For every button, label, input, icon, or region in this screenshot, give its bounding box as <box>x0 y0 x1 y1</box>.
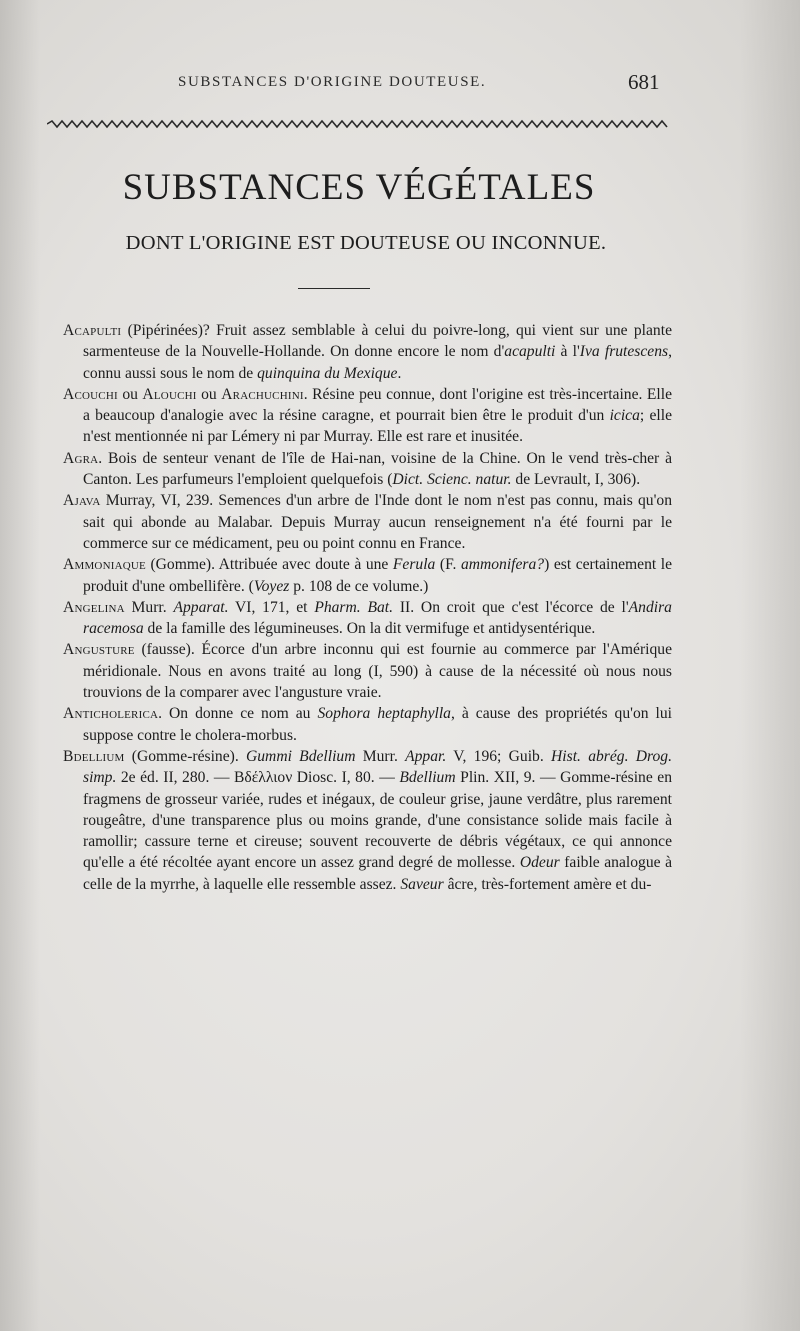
entry-term: Acapulti <box>63 322 122 339</box>
entry-text: Plin. XII, 9. — Gomme-résine en fragmens de grosseur variée, rudes et inégaux, de couleur grise, jaune verdâtre, plus rarement rougeâtre, d'une transparence plus ou moins grande, d'une consistance solide mais facile à ramollir; cassure terne et cireuse; souvent recouverte de débris végétaux, ce qui annonce qu'elle a été récoltée ayant encore un assez grand degré de mollesse. <box>83 769 672 872</box>
entry-text: ) est certainement le produit d'une ombellifère. ( <box>83 556 673 595</box>
entry-text: ; elle n'est mentionnée ni par Lémery ni par Murray. Elle est rare et inusitée. <box>83 407 672 446</box>
entry-text: . Résine peu connue, dont l'origine est très-incertaine. Elle a beaucoup d'analogie avec la résine caragne, et pourrait bien être le produit d'un <box>83 385 673 425</box>
italic-text: Sophora heptaphylla <box>317 705 451 723</box>
entry-term: Bdellium <box>63 747 125 765</box>
entry-text: faible analogue à celle de la myrrhe, à laquelle elle ressemble assez. <box>83 854 672 893</box>
entry-text: à l' <box>555 343 580 361</box>
dictionary-entry <box>63 384 672 448</box>
entry-text: V, 196; Guib. <box>446 747 552 765</box>
italic-text: Ferula <box>392 556 436 574</box>
entry-text: ou <box>117 385 143 403</box>
entry-text: . On donne ce nom au <box>158 705 318 723</box>
entry-term: Alouchi <box>142 385 197 403</box>
entry-text: (F. <box>435 556 461 574</box>
italic-text: quinquina du Mexique <box>257 364 398 382</box>
entry-term: Ammoniaque <box>63 556 146 574</box>
italic-text: Iva frutescens <box>579 343 669 361</box>
dictionary-entry <box>63 746 672 895</box>
italic-text: Gummi Bdellium <box>246 747 356 765</box>
entry-term: Angelina <box>63 598 125 616</box>
running-head: SUBSTANCES D'ORIGINE DOUTEUSE. <box>178 74 487 90</box>
dictionary-entry <box>63 639 672 703</box>
section-subtitle: DONT L'ORIGINE EST DOUTEUSE OU INCONNUE. <box>125 232 607 254</box>
entry-text: Murr. <box>355 747 406 765</box>
dictionary-entry <box>63 554 672 597</box>
entry-text: (Gomme-résine). <box>124 747 246 765</box>
entry-text: ou <box>196 385 222 403</box>
italic-text: acapulti <box>504 343 556 361</box>
section-title: SUBSTANCES VÉGÉTALES <box>122 167 596 208</box>
entry-text: (fausse). Écorce d'un arbre inconnu qui est fournie au commerce par l'Amérique méridionale. Nous en avons traité au long (I, 590) à cause de la nécessité où nous nous trouvions de la comparer avec l'angusture vraie. <box>83 641 672 702</box>
entry-text: . <box>397 364 402 382</box>
entry-text: . Bois de senteur venant de l'île de Hai-nan, voisine de la Chine. On le vend très-cher à Canton. Les parfumeurs l'emploient quelquefois ( <box>83 449 672 489</box>
dictionary-entry <box>63 703 672 746</box>
entry-term: Arachuchini <box>221 385 304 403</box>
entry-text: , connu aussi sous le nom de <box>83 343 672 382</box>
italic-text: Voyez <box>253 577 290 595</box>
entry-text: âcre, très-fortement amère et du- <box>443 875 652 893</box>
dictionary-entry <box>63 597 672 640</box>
italic-text: Hist. abrég. Drog. simp. <box>83 747 672 787</box>
ornamental-rule <box>47 118 669 130</box>
italic-text: Odeur <box>519 854 560 872</box>
italic-text: Apparat. <box>173 598 229 616</box>
entry-term: Anticholerica <box>63 705 159 723</box>
dictionary-entry <box>63 320 672 384</box>
italic-text: Appar. <box>405 747 447 765</box>
title-divider <box>298 288 370 289</box>
page-edge-shadow-right <box>740 0 800 1331</box>
entry-term: Agra <box>63 449 99 467</box>
italic-text: ammonifera? <box>460 556 545 574</box>
entry-term: Ajava <box>63 492 101 510</box>
italic-text: Dict. Scienc. natur. <box>392 471 512 489</box>
entry-text: II. On croit que c'est l'écorce de l' <box>393 598 629 616</box>
italic-text: Bdellium <box>399 769 456 787</box>
italic-text: Andira racemosa <box>83 598 672 638</box>
entry-text: (Gomme). Attribuée avec doute à une <box>145 556 393 574</box>
entry-text: (Pipérinées)? Fruit assez semblable à celui du poivre-long, qui vient sur une plante sarmenteuse de la Nouvelle-Hollande. On donne encore le nom d' <box>83 322 672 361</box>
entry-text: de Levrault, I, 306). <box>511 471 641 489</box>
dictionary-entry <box>63 490 672 554</box>
italic-text: icica <box>609 407 640 425</box>
italic-text: Saveur <box>400 875 444 893</box>
entry-text: VI, 171, et <box>228 598 315 616</box>
entry-text: p. 108 de ce volume.) <box>289 577 429 595</box>
page-number: 681 <box>628 70 660 94</box>
entry-term: Acouchi <box>63 385 118 403</box>
entry-text: Murr. <box>124 598 174 616</box>
entry-text: Murray, VI, 239. Semences d'un arbre de l'Inde dont le nom n'est pas connu, mais qu'on sait qui abonde au Malabar. Depuis Murray aucun renseignement n'a été fourni par le commerce sur ce médicament, peu ou point connu en France. <box>83 492 672 552</box>
entry-text: , à cause des propriétés qu'on lui suppose contre le cholera-morbus. <box>83 705 673 744</box>
entry-text: 2e éd. II, 280. — Βδέλλιον Diosc. I, 80. — <box>116 769 400 787</box>
entry-term: Angusture <box>63 641 135 659</box>
entries-list <box>63 320 672 895</box>
entry-text: de la famille des légumineuses. On la dit vermifuge et antidysentérique. <box>143 620 596 638</box>
italic-text: Pharm. Bat. <box>314 598 394 616</box>
dictionary-entry <box>63 448 672 491</box>
